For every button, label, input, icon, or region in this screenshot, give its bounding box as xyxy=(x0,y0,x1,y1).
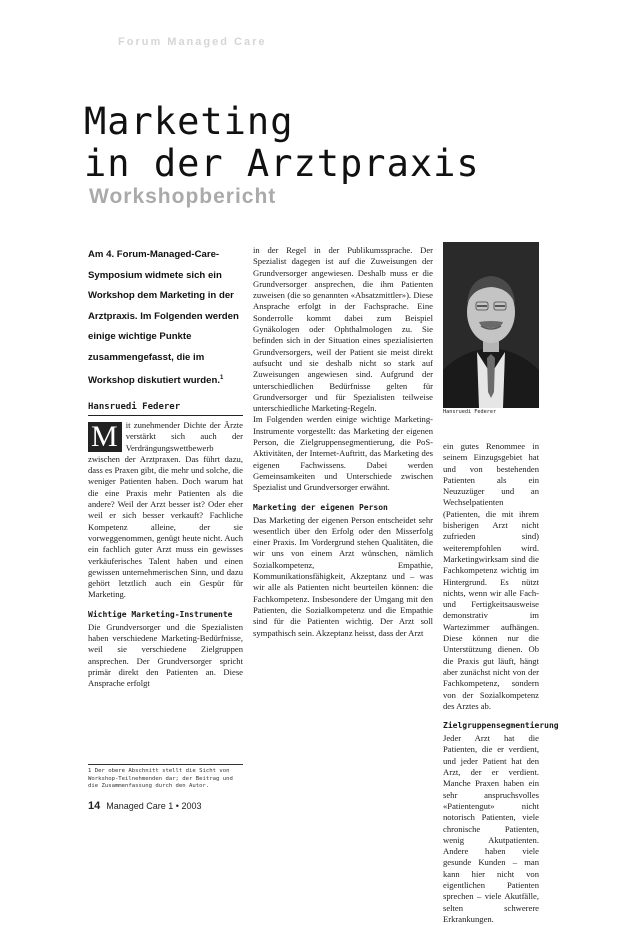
publication-name: Managed Care 1 • 2003 xyxy=(106,801,202,811)
portrait-image xyxy=(443,242,539,408)
col3-subhead: Zielgruppensegmentierung xyxy=(443,721,559,731)
section-header: Forum Managed Care xyxy=(118,36,267,48)
col1-paragraph-2: Die Grundversorger und die Spezialisten haben verschiedene Marketing-Bedürfnisse, weil sie verschiedene Zielgruppen ansprechen. Der Grundversorger spricht primär direkt den Patienten an. Diese Ansprache erfolgt xyxy=(88,621,243,689)
col1-paragraph-1-text: it zunehmender Dichte der Ärzte verstärkt sich auch der Verdrängungswettbewerb zwischen der Arztpraxen. Das führt dazu, dass es Praxen gibt, die mehr und solche, die weniger Patienten haben. Doch warum hat die eine Praxis mehr Patienten als die andere? Weil der Arzt besser ist? Oder eher weil er sich besser verkauft? Fachliche Kompetenz alleine, der sie vorweggenommen, genügt heute nicht. Auch ein fachlich guter Arzt muss ein gewisses verkäuferisches Talent haben und einen gewissen unternehmerischen Sinn, und dazu gehört letztlich auch ein Gespür für Marketing. xyxy=(88,420,243,600)
col1-subhead: Wichtige Marketing-Instrumente xyxy=(88,609,233,619)
lead-text: Am 4. Forum-Managed-Care-Symposium widmete sich ein Workshop dem Marketing in der Arztpraxis. Im Folgenden werden einige wichtige Punkte zusammengefasst, die im Workshop diskutiert wurden. xyxy=(88,249,239,387)
col2-paragraph-3: Das Marketing der eigenen Person entscheidet sehr wesentlich über den Erfolg oder den Misserfolg einer Praxis. Im Vordergrund stehen Qualitäten, die wir uns von einem Arzt wünschen, nämlich Sozialkompetenz, Empathie, Kommunikationsfähigkeit, Akzeptanz und – was wir alle als Patienten nicht beurteilen können: die Fachkompetenz. Insbesondere der Umgang mit den Patienten, die Sozialkompetenz und die Empathie sind für die Patienten wichtig. Der Arzt soll sympathisch sein. Akzeptanz heisst, dass der Arzt xyxy=(253,514,433,638)
col2-paragraph-1: in der Regel in der Publikumssprache. Der Spezialist dagegen ist auf die Zuweisungen der Grundversorger angewiesen. Deshalb muss er die Grundversorger ansprechen, die ihm Patienten zuweisen (die so genannten «Absatzmittler»). Diese Ansprache erfolgt in der Fachsprache. Eine Sonderrolle kommt dabei zum Beispiel Gynäkologen oder Ophthalmologen zu. Sie befinden sich in der Situation eines spezialisierten Grundversorgers, weil der Patient sie meist direkt aufsucht und sie deshalb nicht so stark auf Zuweisungen angewiesen sind. Aufgrund der unterschiedlichen Bedürfnisse gelten für Grundversorger und für Spezialisten teilweise unterschiedliche Marketing-Regeln. xyxy=(253,245,433,414)
column-1 xyxy=(88,420,243,690)
drop-cap: M xyxy=(88,422,122,452)
col3-paragraph-2: Jeder Arzt hat die Patienten, die er verdient, und jeder Patient hat den Arzt, der er verdient. Manche Praxen haben ein sehr anspruchsvolles «Patientengut» nicht notorisch Patienten, viele chronische Patienten, wenig Akutpatienten. Andere haben viele gesunde Kunden – man kann hier nicht von eigentlichen Patienten sprechen – viele Akutfälle, selten schwerere Erkrankungen. xyxy=(443,733,539,924)
page-number: 14 xyxy=(88,800,101,812)
col2-subhead: Marketing der eigenen Person xyxy=(253,502,388,512)
author-photo xyxy=(443,242,539,408)
author-byline: Hansruedi Federer xyxy=(88,402,243,416)
col1-paragraph-1 xyxy=(88,420,243,601)
col3-paragraph-1: ein gutes Renommee in seinem Einzugsgebiet hat und von bestehenden Patienten als ein Neuzuzüger und an Wechselpatienten (Patienten, die mit ihrem bisherigen Arzt nicht zufrieden sind) weiterempfohlen wird. Marketingwirksam sind die Fachkompetenz wichtig im Hintergrund. Es nützt nichts, wenn wir alle Fach- und Fertigkeitsausweise demonstrativ im Wartezimmer aufhängen. Diese können nur die Unterstützung dienen. Ob die Praxis gut läuft, hängt aber zunächst nicht von der Fachkompetenz, sondern von der Sozialkompetenz des Arztes ab. xyxy=(443,441,539,711)
column-3 xyxy=(443,441,559,925)
photo-caption: Hansruedi Federer xyxy=(443,409,497,415)
article-title-line1: Marketing xyxy=(84,100,294,143)
column-2 xyxy=(253,245,433,639)
lead-paragraph xyxy=(88,245,243,392)
col2-paragraph-2: Im Folgenden werden einige wichtige Marketing-Instrumente vorgestellt: das Marketing der eigenen Person, die Zielgruppensegmentierung, die PoS-Aktivitäten, der Internet-Auftritt, das Marketing des eigenen Fachwissens. Dabei werden Gemeinsamkeiten und Unterschiede zwischen Spezialist und Grundversorger erwähnt. xyxy=(253,414,433,493)
article-title-line2: in der Arztpraxis xyxy=(84,142,480,185)
page-footer xyxy=(88,800,201,812)
footnote: 1 Der obere Abschnitt stellt die Sicht von Workshop-Teilnehmenden dar; der Beitrag und die Zusammenfassung durch den Autor. xyxy=(88,764,243,791)
lead-footnote-mark: 1 xyxy=(220,375,224,381)
article-subtitle: Workshopbericht xyxy=(89,185,277,208)
